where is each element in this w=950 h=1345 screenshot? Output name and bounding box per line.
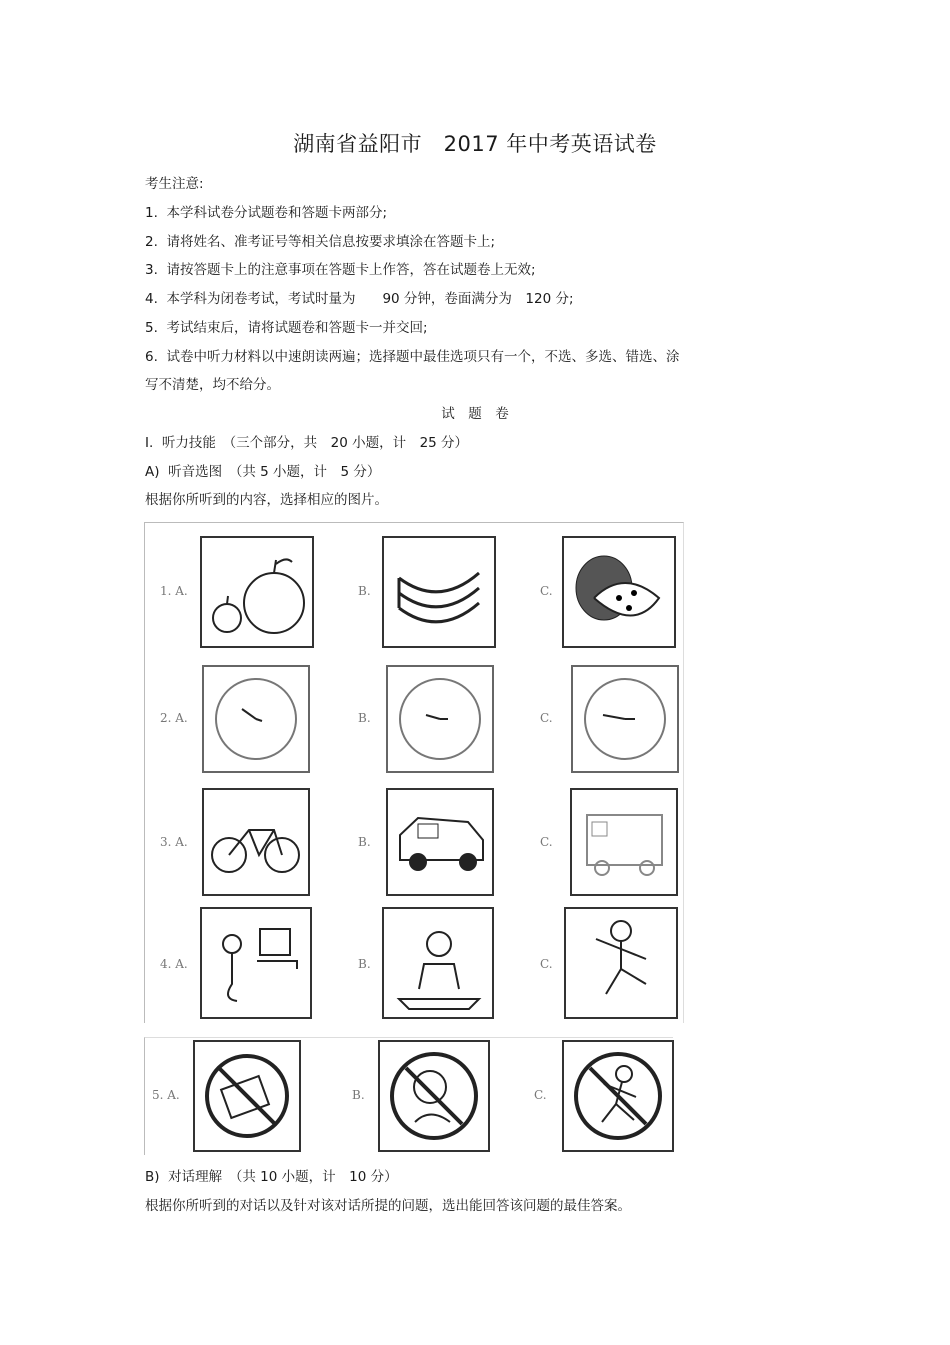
notice-item: 3. 请按答题卡上的注意事项在答题卡上作答，答在试题卷上无效;	[145, 262, 536, 278]
notice-item: 6. 试卷中听力材料以中速朗读两遍；选择题中最佳选项只有一个，不选、多选、错选、涂	[145, 349, 680, 365]
row-label: 5. A.	[152, 1088, 180, 1102]
option-label: C.	[540, 835, 553, 849]
apples-icon[interactable]	[200, 536, 314, 648]
bicycle-icon[interactable]	[202, 788, 310, 896]
notice-item: 1. 本学科试卷分试题卷和答题卡两部分;	[145, 205, 388, 221]
paper-label: 试 题 卷	[441, 406, 509, 422]
option-label: C.	[534, 1088, 547, 1102]
page-title: 湖南省益阳市 2017 年中考英语试卷	[293, 132, 657, 156]
part1-heading: Ⅰ. 听力技能 （三个部分，共 20 小题，计 25 分）	[145, 435, 469, 451]
option-label: C.	[540, 584, 553, 598]
sectionB-instruction: 根据你所听到的对话以及针对该对话所提的问题，选出能回答该问题的最佳答案。	[145, 1198, 631, 1214]
sectionA-instruction: 根据你所听到的内容，选择相应的图片。	[145, 492, 388, 508]
notice-item: 写不清楚，均不给分。	[145, 377, 280, 393]
row-label: 1. A.	[160, 584, 188, 598]
melon-icon[interactable]	[562, 536, 676, 648]
option-label: B.	[358, 584, 371, 598]
writing-boy-icon[interactable]	[382, 907, 494, 1019]
option-label: C.	[540, 957, 553, 971]
row-label: 4. A.	[160, 957, 188, 971]
row-label: 2. A.	[160, 711, 188, 725]
clock-icon[interactable]	[386, 665, 494, 773]
no-running-icon[interactable]	[562, 1040, 674, 1152]
row-label: 3. A.	[160, 835, 188, 849]
clock-icon[interactable]	[571, 665, 679, 773]
clock-icon[interactable]	[202, 665, 310, 773]
option-label: B.	[352, 1088, 365, 1102]
no-writing-icon[interactable]	[193, 1040, 301, 1152]
option-label: B.	[358, 957, 371, 971]
sectionB-heading: B) 对话理解 （共 10 小题，计 10 分）	[145, 1169, 398, 1185]
notice-heading: 考生注意:	[145, 176, 204, 192]
option-label: B.	[358, 835, 371, 849]
sectionA-heading: A) 听音选图 （共 5 小题，计 5 分）	[145, 464, 381, 480]
bus-icon[interactable]	[570, 788, 678, 896]
computer-user-icon[interactable]	[200, 907, 312, 1019]
car-icon[interactable]	[386, 788, 494, 896]
notice-item: 2. 请将姓名、准考证号等相关信息按要求填涂在答题卡上;	[145, 234, 496, 250]
no-shouting-icon[interactable]	[378, 1040, 490, 1152]
bananas-icon[interactable]	[382, 536, 496, 648]
option-label: B.	[358, 711, 371, 725]
option-label: C.	[540, 711, 553, 725]
notice-item: 4. 本学科为闭卷考试，考试时量为 90 分钟，卷面满分为 120 分;	[145, 291, 574, 307]
running-boy-icon[interactable]	[564, 907, 678, 1019]
notice-item: 5. 考试结束后，请将试题卷和答题卡一并交回;	[145, 320, 428, 336]
